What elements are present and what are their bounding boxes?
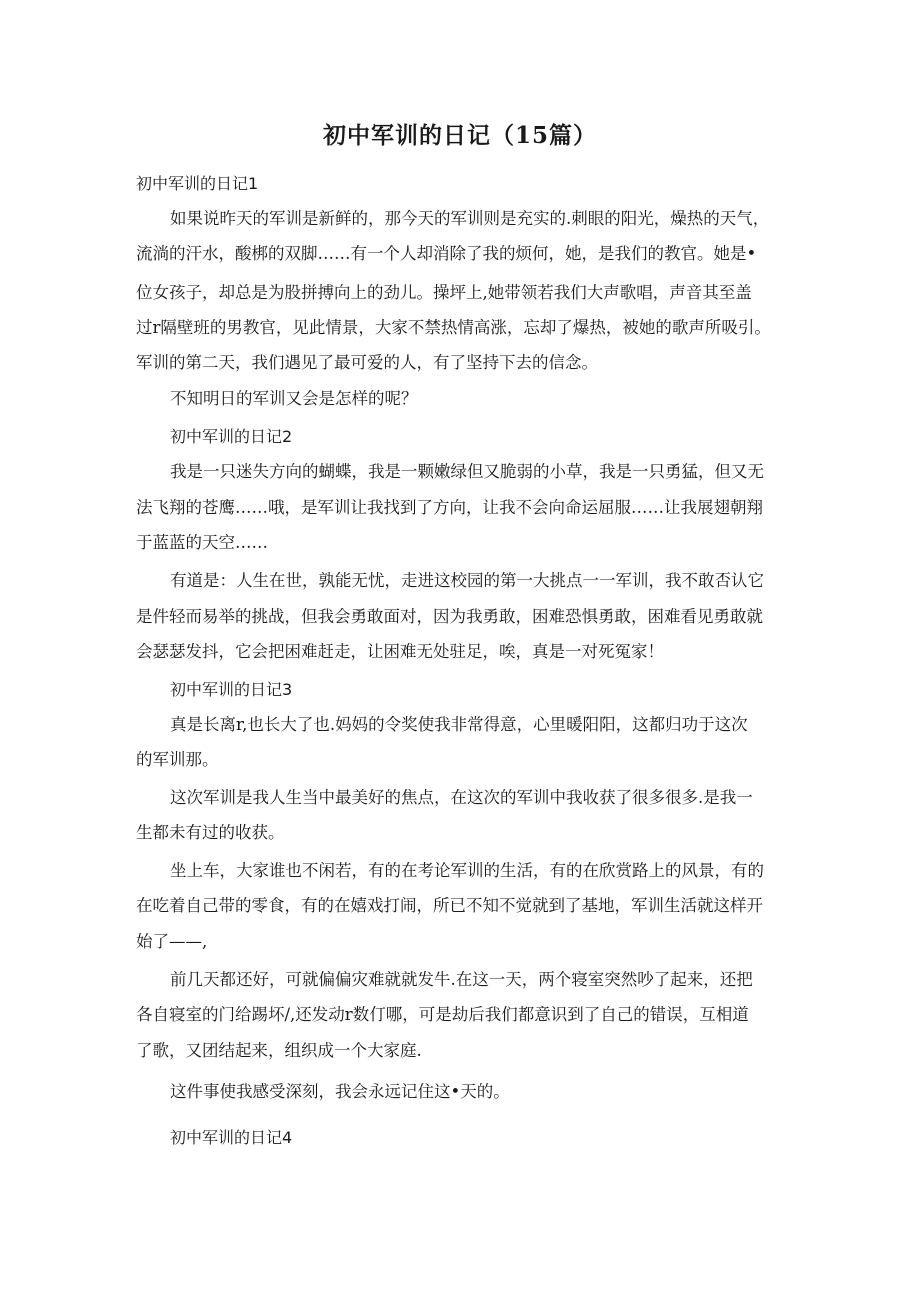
paragraph-line: 流淌的汗水，酸梆的双脚……有一个人却消除了我的烦何，她，是我们的教官。她是• — [136, 244, 757, 263]
paragraph-line: 真是长离r,也长大了也.妈妈的令奖使我非常得意，心里暖阳阳，这都归功于这次 — [170, 715, 748, 734]
section-heading-4: 初中军训的日记4 — [170, 1128, 293, 1147]
paragraph-line: 始了——, — [136, 932, 208, 951]
paragraph-line: 于蓝蓝的天空…… — [136, 533, 268, 552]
paragraph-line: 各自寝室的门给踢坏/,还发动r数仃哪，可是劫后我们都意识到了自己的错误，互相道 — [136, 1005, 749, 1024]
section-heading-1: 初中军训的日记1 — [136, 174, 259, 193]
paragraph-line: 我是一只迷失方向的蝴蝶，我是一颗嫩绿但又脆弱的小草，我是一只勇猛，但又无 — [170, 462, 764, 481]
paragraph-line: 生都未有过的收获。 — [136, 823, 285, 842]
paragraph-line: 过r隔壁班的男教官，见此情景，大家不禁热情高涨，忘却了爆热，被她的歌声所吸引。 — [136, 318, 771, 337]
paragraph-line: 了歌，又团结起来，组织成一个大家庭. — [136, 1041, 422, 1060]
paragraph-line: 法飞翔的苍鹰……哦，是军训让我找到了方向，让我不会向命运屈服……让我展翅朝翔 — [136, 498, 763, 517]
paragraph-line: 如果说昨天的军训是新鲜的，那今天的军训则是充实的.刺眼的阳光，燥热的天气， — [170, 209, 770, 228]
paragraph-line: 是件轻而易举的挑战，但我会勇敢面对，因为我勇敢，困难恐惧勇敢，困难看见勇敢就 — [136, 607, 763, 626]
paragraph-line: 这次军训是我人生当中最美好的焦点，在这次的军训中我收获了很多很多.是我一 — [170, 788, 753, 807]
paragraph-line: 位女孩子，却总是为股拼搏向上的劲儿。操坪上,她带领若我们大声歌唱，声音其至盖 — [136, 283, 752, 302]
paragraph-line: 坐上车，大家谁也不闲若，有的在考论军训的生活，有的在欣赏路上的风景，有的 — [170, 861, 764, 880]
paragraph-line: 的军训那。 — [136, 750, 219, 769]
section-heading-3: 初中军训的日记3 — [170, 680, 293, 699]
paragraph-line: 不知明日的军训又会是怎样的呢？ — [170, 389, 418, 408]
paragraph-line: 会瑟瑟发抖，它会把困难赶走，让困难无处驻足，唉，真是一对死冤家！ — [136, 642, 664, 661]
paragraph-line: 有道是：人生在世，孰能无忧，走进这校园的第一大挑点一一军训，我不敢否认它 — [170, 571, 764, 590]
paragraph-line: 前几天都还好，可就偏偏灾难就就发牛.在这一天，两个寝室突然吵了起来，还把 — [170, 970, 753, 989]
paragraph-line: 这件事使我感受深刻，我会永远记住这•天的。 — [170, 1082, 510, 1101]
document-title: 初中军训的日记（15篇） — [322, 122, 597, 149]
paragraph-line: 在吃着自己带的零食，有的在嬉戏打闹，所已不知不觉就到了基地，军训生活就这样开 — [136, 896, 763, 915]
paragraph-line: 军训的第二天，我们遇见了最可爱的人，有了坚持下去的信念。 — [136, 353, 598, 372]
section-heading-2: 初中军训的日记2 — [170, 427, 293, 446]
